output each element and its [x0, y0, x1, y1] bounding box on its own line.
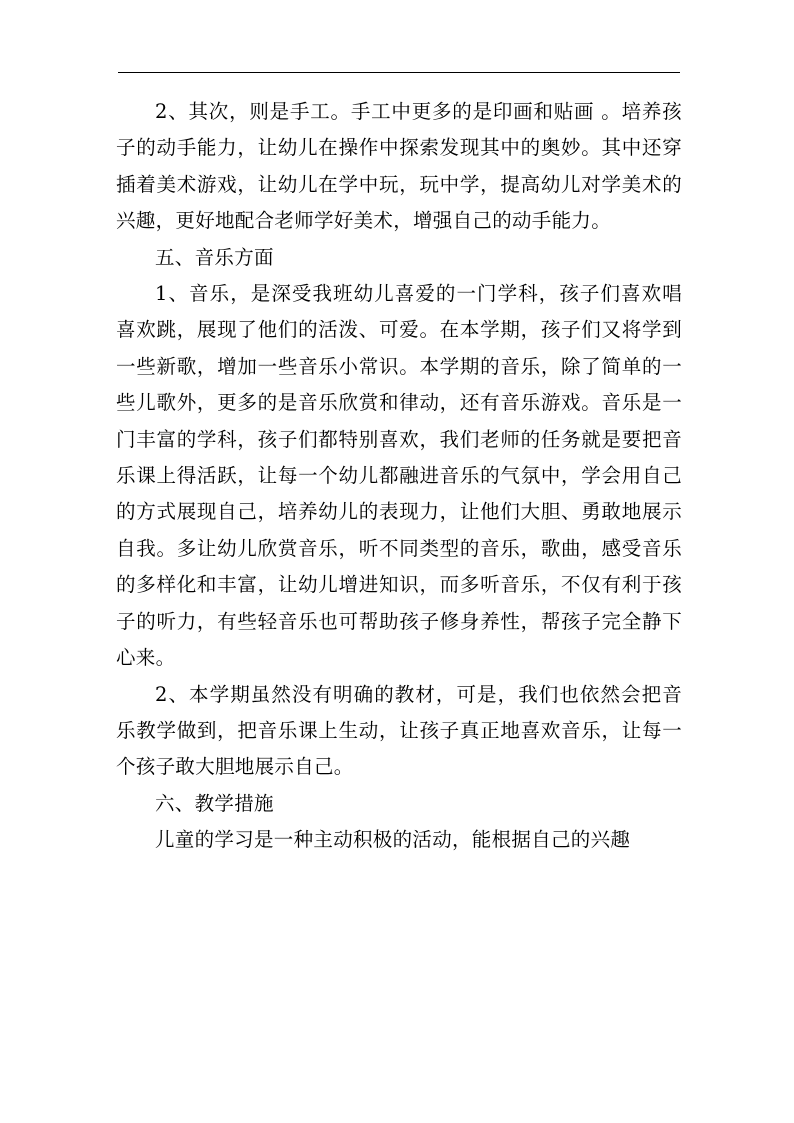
paragraph-music-2: 2、本学期虽然没有明确的教材，可是，我们也依然会把音乐教学做到，把音乐课上生动，让孩子真正地喜欢音乐，让每一个孩子敢大胆地展示自己。 — [116, 682, 682, 779]
header-rule — [118, 72, 680, 73]
document-body — [116, 94, 682, 859]
section-heading-teaching-measures: 六、教学措施 — [155, 791, 274, 815]
section-heading-music: 五、音乐方面 — [155, 245, 274, 269]
paragraph-teaching-measures: 儿童的学习是一种主动积极的活动，能根据自己的兴趣 — [155, 828, 631, 852]
paragraph-handicraft: 2、其次，则是手工。手工中更多的是印画和贴画 。培养孩子的动手能力，让幼儿在操作中探索发现其中的奥妙。其中还穿插着美术游戏，让幼儿在学中玩，玩中学，提高幼儿对学美术的兴趣，更好地配合老师学好美术，增强自己的动手能力。 — [116, 100, 682, 233]
paragraph-music-1: 1、音乐，是深受我班幼儿喜爱的一门学科，孩子们喜欢唱喜欢跳，展现了他们的活泼、可爱。在本学期，孩子们又将学到一些新歌，增加一些音乐小常识。本学期的音乐，除了简单的一些儿歌外，更多的是音乐欣赏和律动，还有音乐游戏。音乐是一门丰富的学科，孩子们都特别喜欢，我们老师的任务就是要把音乐课上得活跃，让每一个幼儿都融进音乐的气氛中，学会用自己的方式展现自己，培养幼儿的表现力，让他们大胆、勇敢地展示自我。多让幼儿欣赏音乐，听不同类型的音乐，歌曲，感受音乐的多样化和丰富，让幼儿增进知识，而多听音乐，不仅有利于孩子的听力，有些轻音乐也可帮助孩子修身养性，帮孩子完全静下心来。 — [116, 282, 682, 670]
